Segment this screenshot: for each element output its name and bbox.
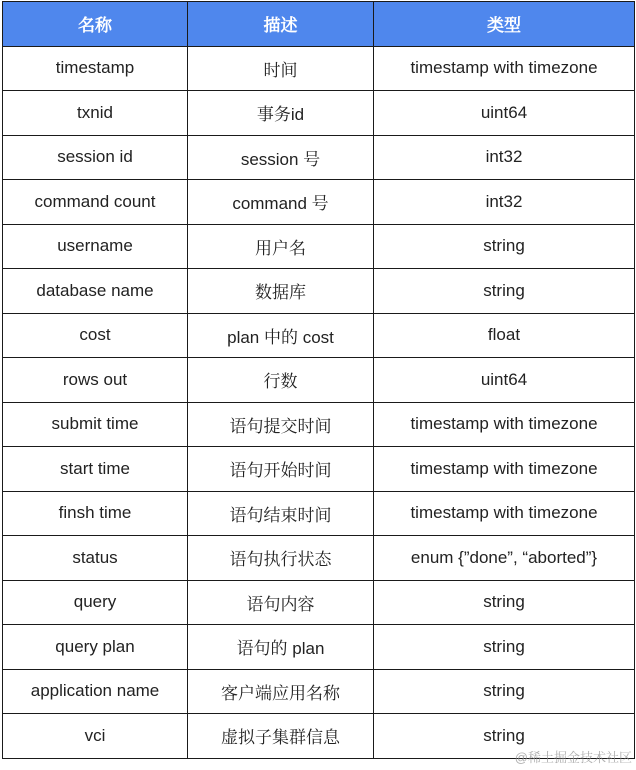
cell-description: plan 中的 cost (188, 313, 374, 358)
cell-description: 语句开始时间 (188, 447, 374, 492)
cell-description: 语句提交时间 (188, 402, 374, 447)
cell-description: session 号 (188, 135, 374, 180)
table-row (3, 402, 635, 447)
header-row (3, 2, 635, 47)
cell-name: query (3, 580, 188, 625)
cell-description: 事务id (188, 91, 374, 136)
cell-description: 用户名 (188, 224, 374, 269)
cell-type: int32 (374, 180, 635, 225)
cell-type: int32 (374, 135, 635, 180)
table-row (3, 224, 635, 269)
cell-name: submit time (3, 402, 188, 447)
header-name: 名称 (3, 2, 188, 47)
cell-description: 虚拟子集群信息 (188, 714, 374, 759)
cell-type: timestamp with timezone (374, 46, 635, 91)
cell-type: float (374, 313, 635, 358)
cell-name: database name (3, 269, 188, 314)
cell-type: timestamp with timezone (374, 402, 635, 447)
table-row (3, 669, 635, 714)
cell-name: txnid (3, 91, 188, 136)
cell-name: session id (3, 135, 188, 180)
cell-type: string (374, 625, 635, 670)
cell-type: timestamp with timezone (374, 447, 635, 492)
field-table (2, 1, 635, 759)
table-row (3, 91, 635, 136)
cell-name: status (3, 536, 188, 581)
cell-name: rows out (3, 358, 188, 403)
cell-description: 语句执行状态 (188, 536, 374, 581)
cell-type: string (374, 269, 635, 314)
cell-type: uint64 (374, 91, 635, 136)
cell-type: string (374, 224, 635, 269)
cell-description: 语句内容 (188, 580, 374, 625)
table-row (3, 269, 635, 314)
table-row (3, 135, 635, 180)
cell-name: username (3, 224, 188, 269)
cell-name: vci (3, 714, 188, 759)
header-description: 描述 (188, 2, 374, 47)
table-row (3, 491, 635, 536)
cell-description: 语句结束时间 (188, 491, 374, 536)
cell-name: query plan (3, 625, 188, 670)
cell-type: string (374, 669, 635, 714)
cell-type: string (374, 714, 635, 759)
table-row (3, 625, 635, 670)
cell-description: 行数 (188, 358, 374, 403)
table-row (3, 536, 635, 581)
cell-type: string (374, 580, 635, 625)
cell-name: start time (3, 447, 188, 492)
cell-name: timestamp (3, 46, 188, 91)
header-type: 类型 (374, 2, 635, 47)
table-row (3, 46, 635, 91)
table-row (3, 580, 635, 625)
cell-type: enum {”done”, “aborted”} (374, 536, 635, 581)
table-row (3, 447, 635, 492)
cell-description: 语句的 plan (188, 625, 374, 670)
table-row (3, 313, 635, 358)
cell-name: command count (3, 180, 188, 225)
cell-description: 数据库 (188, 269, 374, 314)
cell-name: finsh time (3, 491, 188, 536)
cell-type: timestamp with timezone (374, 491, 635, 536)
cell-type: uint64 (374, 358, 635, 403)
cell-description: 客户端应用名称 (188, 669, 374, 714)
cell-description: 时间 (188, 46, 374, 91)
table-row (3, 358, 635, 403)
cell-description: command 号 (188, 180, 374, 225)
watermark: @稀土掘金技术社区 (514, 750, 632, 765)
table-row (3, 180, 635, 225)
cell-name: cost (3, 313, 188, 358)
cell-name: application name (3, 669, 188, 714)
